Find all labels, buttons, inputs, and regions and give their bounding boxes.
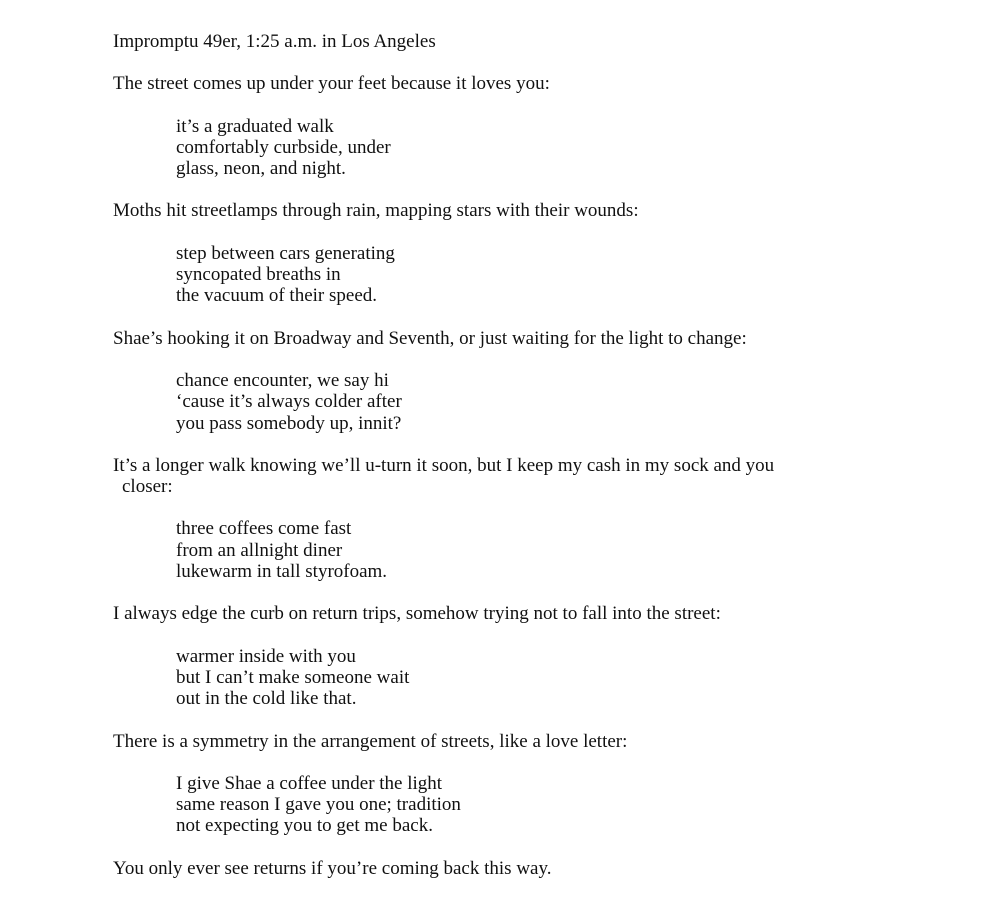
stanza-line: ‘cause it’s always colder after (176, 391, 402, 413)
stanza-line: glass, neon, and night. (176, 158, 346, 180)
section-5-lead: I always edge the curb on return trips, somehow trying not to fall into the street: (113, 603, 721, 625)
section-3-stanza (113, 370, 873, 434)
section-4-lead-continuation: closer: (122, 476, 173, 498)
stanza-line: not expecting you to get me back. (176, 815, 433, 837)
poem (113, 31, 873, 879)
stanza-line: I give Shae a coffee under the light (176, 772, 443, 794)
stanza-line: three coffees come fast (176, 518, 352, 540)
stanza-line: from an allnight diner (176, 539, 343, 561)
stanza-line: lukewarm in tall styrofoam. (176, 561, 388, 583)
section-4-stanza (113, 518, 873, 582)
section-6-lead: There is a symmetry in the arrangement of streets, like a love letter: (113, 730, 628, 752)
section-6-stanza (113, 773, 873, 837)
poem-title: Impromptu 49er, 1:25 a.m. in Los Angeles (113, 31, 436, 52)
stanza-line: comfortably curbside, under (176, 136, 391, 158)
section-2-lead: Moths hit streetlamps through rain, mapping stars with their wounds: (113, 200, 639, 222)
section-3-lead: Shae’s hooking it on Broadway and Seventh, or just waiting for the light to change: (113, 327, 747, 349)
section-1-stanza (113, 116, 873, 180)
stanza-line: out in the cold like that. (176, 688, 357, 710)
closing-line: You only ever see returns if you’re coming back this way. (113, 857, 552, 879)
stanza-line: same reason I gave you one; tradition (176, 794, 461, 816)
section-1-lead: The street comes up under your feet because it loves you: (113, 73, 550, 95)
stanza-line: warmer inside with you (176, 645, 356, 667)
stanza-line: but I can’t make someone wait (176, 666, 410, 688)
stanza-line: you pass somebody up, innit? (176, 412, 402, 434)
stanza-line: it’s a graduated walk (176, 115, 334, 137)
section-5-stanza (113, 646, 873, 710)
stanza-line: step between cars generating (176, 242, 395, 264)
stanza-line: the vacuum of their speed. (176, 285, 378, 307)
stanza-line: chance encounter, we say hi (176, 369, 389, 391)
section-2-stanza (113, 243, 873, 307)
section-4-lead: It’s a longer walk knowing we’ll u-turn it soon, but I keep my cash in my sock and you (113, 454, 775, 476)
stanza-line: syncopated breaths in (176, 264, 341, 286)
